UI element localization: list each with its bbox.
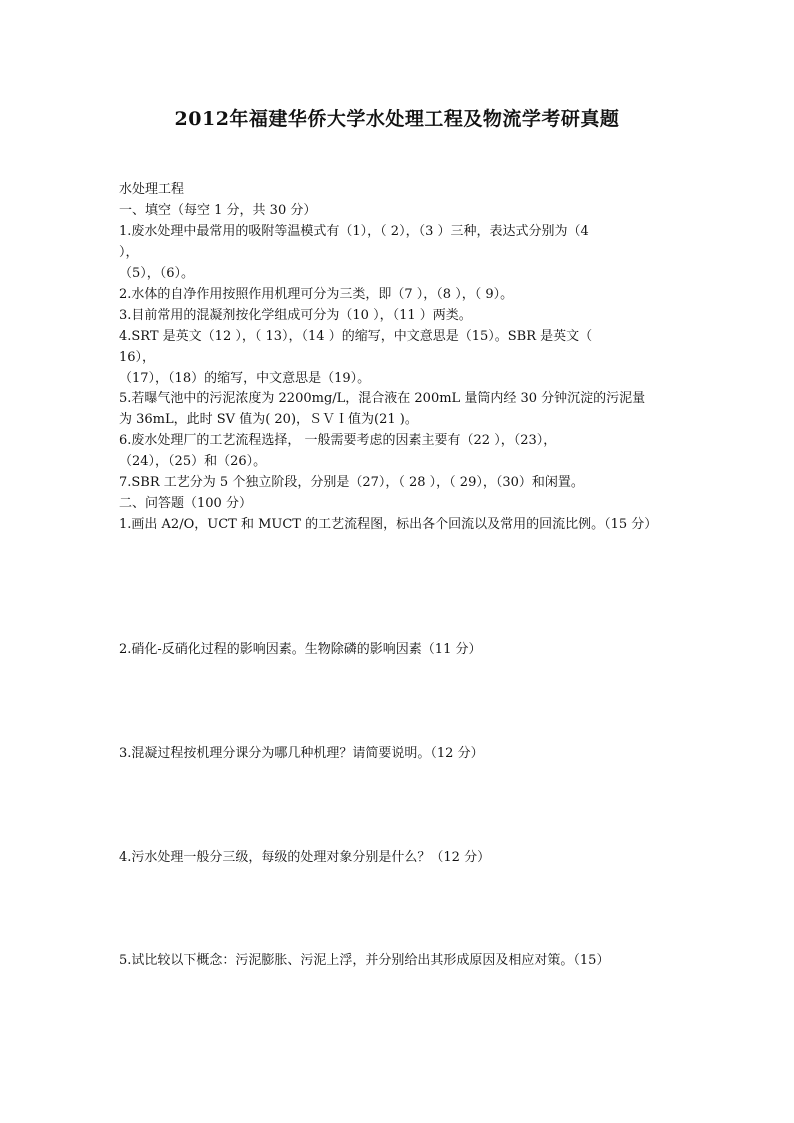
fill-in-q4-line1: 4.SRT 是英文（12 ），（ 13），（14 ）的缩写，中文意思是（15）。SBR 是英文（: [119, 329, 593, 344]
question-3: 3.混凝过程按机理分课分为哪几种机理？请简要说明。（12 分）: [119, 746, 484, 761]
part2-heading: 二、问答题（100 分）: [119, 496, 252, 511]
question-4: 4.污水处理一般分三级，每级的处理对象分别是什么？（12 分）: [119, 850, 491, 865]
page-title: 2012年福建华侨大学水处理工程及物流学考研真题: [174, 108, 620, 130]
fill-in-q4-line2: 16），: [119, 350, 156, 365]
fill-in-q6-line2: （24），（25）和（26）。: [119, 454, 267, 469]
question-1: 1.画出 A2/O，UCT 和 MUCT 的工艺流程图，标出各个回流以及常用的回流比例。（15 分）: [119, 517, 658, 532]
fill-in-q1-line2: ），: [119, 245, 139, 260]
fill-in-q1-line1: 1.废水处理中最常用的吸附等温模式有（1），（ 2），（3 ）三种，表达式分别为（4: [119, 224, 589, 239]
fill-in-q5-line2: 为 36mL，此时 SV 值为( 20)，ＳＶＩ值为(21 )。: [119, 412, 418, 427]
part1-heading: 一、填空（每空 1 分，共 30 分）: [119, 203, 317, 218]
fill-in-q4-line3: （17），（18）的缩写，中文意思是（19）。: [119, 371, 371, 386]
fill-in-q5-line1: 5.若曝气池中的污泥浓度为 2200mg/L，混合液在 200mL 量筒内经 30 分钟沉淀的污泥量: [119, 391, 646, 406]
fill-in-q7: 7.SBR 工艺分为 5 个独立阶段，分别是（27），（ 28 ），（ 29），（30）和闲置。: [119, 475, 584, 490]
fill-in-q3: 3.目前常用的混凝剂按化学组成可分为（10 ），（11 ）两类。: [119, 308, 472, 323]
question-5: 5.试比较以下概念：污泥膨胀、污泥上浮，并分别给出其形成原因及相应对策。（15）: [119, 953, 610, 968]
fill-in-q1-line3: （5），（6）。: [119, 266, 195, 281]
fill-in-q2: 2.水体的自净作用按照作用机理可分为三类，即（7 ），（8 ），（ 9）。: [119, 287, 514, 302]
question-2: 2.硝化-反硝化过程的影响因素。生物除磷的影响因素（11 分）: [119, 642, 482, 657]
section-name: 水处理工程: [119, 182, 185, 197]
fill-in-q6-line1: 6.废水处理厂的工艺流程选择， 一般需要考虑的因素主要有（22 ），（23），: [119, 433, 557, 448]
